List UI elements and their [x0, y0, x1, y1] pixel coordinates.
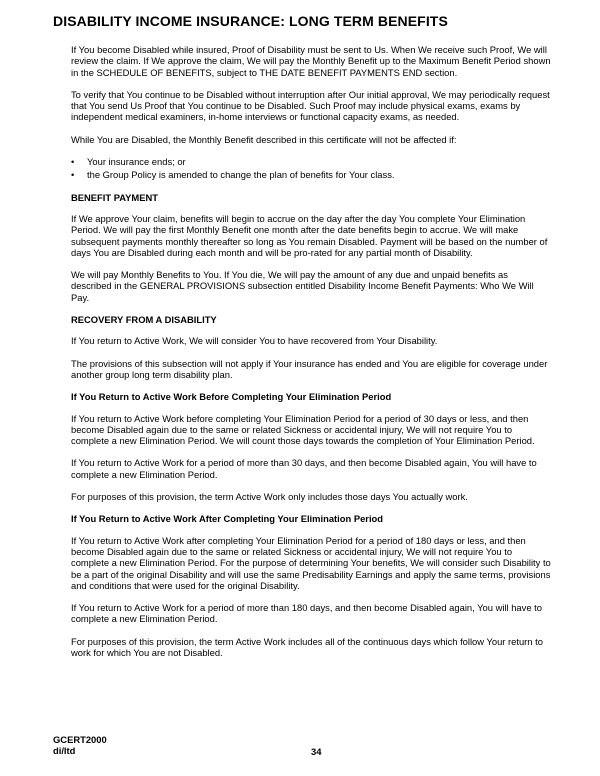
page-title: DISABILITY INCOME INSURANCE: LONG TERM BENEFITS [53, 13, 448, 29]
after-elimination-paragraph-2: If You return to Active Work for a period of more than 180 days, and then become Disabled again, You will have to complete a new Elimination Period. [71, 602, 542, 625]
after-elimination-paragraph-3: For purposes of this provision, the term Active Work includes all of the continuous days which follow Your return to work for which You are not Disabled. [71, 635, 543, 658]
subsection-heading-before-elimination: If You Return to Active Work Before Completing Your Elimination Period [71, 391, 392, 403]
before-elimination-paragraph-1: If You return to Active Work before completing Your Elimination Period for a period of 30 days or less, and then become Disabled again due to the same or related Sickness or accidental injury, We will not require You to complete a new Elimination Period. We will count those days towards the completion of Your Elimination Period. [71, 412, 535, 447]
recovery-paragraph-1: If You return to Active Work, We will consider You to have recovered from Your Disability. [71, 335, 438, 347]
list-item [71, 156, 551, 167]
conditions-list [71, 156, 551, 181]
list-item-text: the Group Policy is amended to change the plan of benefits for Your class. [87, 169, 395, 181]
intro-paragraph-1: If You become Disabled while insured, Proof of Disability must be sent to Us. When We receive such Proof, We will review the claim. If We approve the claim, We will pay the Monthly Benefit up to the Maximum Benefit Period shown in the SCHEDULE OF BENEFITS, subject to THE DATE BENEFIT PAYMENTS END section. [71, 44, 551, 78]
benefit-payment-paragraph-1: If We approve Your claim, benefits will begin to accrue on the day after the day You complete Your Elimination Period. We will pay the first Monthly Benefit one month after the date benefits begin to accrue. We will make subsequent payments monthly thereafter so long as You remain Disabled. Payment will be based on the number of days You are Disabled during each month and will be pro-rated for any partial month of Disability. [71, 212, 548, 258]
after-elimination-paragraph-1: If You return to Active Work after completing Your Elimination Period for a period of 180 days or less, and then become Disabled again due to the same or related Sickness or accidental injury, We will not require You to complete a new Elimination Period. For the purpose of determining Your benefits, We will consider such Disability to be a part of the original Disability and will use the same Predisability Earnings and apply the same terms, provisions and conditions that were used for the original Disability. [71, 534, 551, 591]
before-elimination-paragraph-2: If You return to Active Work for a period of more than 30 days, and then become Disabled again, You will have to complete a new Elimination Period. [71, 457, 537, 480]
list-item-text: Your insurance ends; or [87, 156, 186, 168]
intro-paragraph-3: While You are Disabled, the Monthly Benefit described in this certificate will not be affected if: [71, 133, 457, 145]
document-body [71, 44, 551, 669]
form-code-secondary: di/ltd [53, 745, 76, 756]
form-code [53, 734, 107, 756]
form-code-primary: GCERT2000 [53, 734, 107, 745]
before-elimination-paragraph-3: For purposes of this provision, the term Active Work only includes those days You actually work. [71, 491, 468, 503]
section-heading-recovery: RECOVERY FROM A DISABILITY [71, 314, 217, 326]
section-heading-benefit-payment: BENEFIT PAYMENT [71, 191, 158, 203]
bullet-icon: • [71, 169, 75, 181]
intro-paragraph-2: To verify that You continue to be Disabled without interruption after Our initial approval, We may periodically request that You send Us Proof that You continue to be Disabled. Such Proof may include physical exams, exams by independent medical examiners, in-home interviews or functional capacity exams, as needed. [71, 88, 550, 123]
page-number: 34 [311, 746, 322, 757]
subsection-heading-after-elimination: If You Return to Active Work After Completing Your Elimination Period [71, 513, 383, 525]
list-item [71, 169, 551, 180]
bullet-icon: • [71, 156, 75, 168]
recovery-paragraph-2: The provisions of this subsection will not apply if Your insurance has ended and You are eligible for coverage under another group long term disability plan. [71, 357, 548, 380]
benefit-payment-paragraph-2: We will pay Monthly Benefits to You. If You die, We will pay the amount of any due and unpaid benefits as described in the GENERAL PROVISIONS subsection entitled Disability Income Benefit Payments: Who We Will Pay. [71, 269, 534, 303]
